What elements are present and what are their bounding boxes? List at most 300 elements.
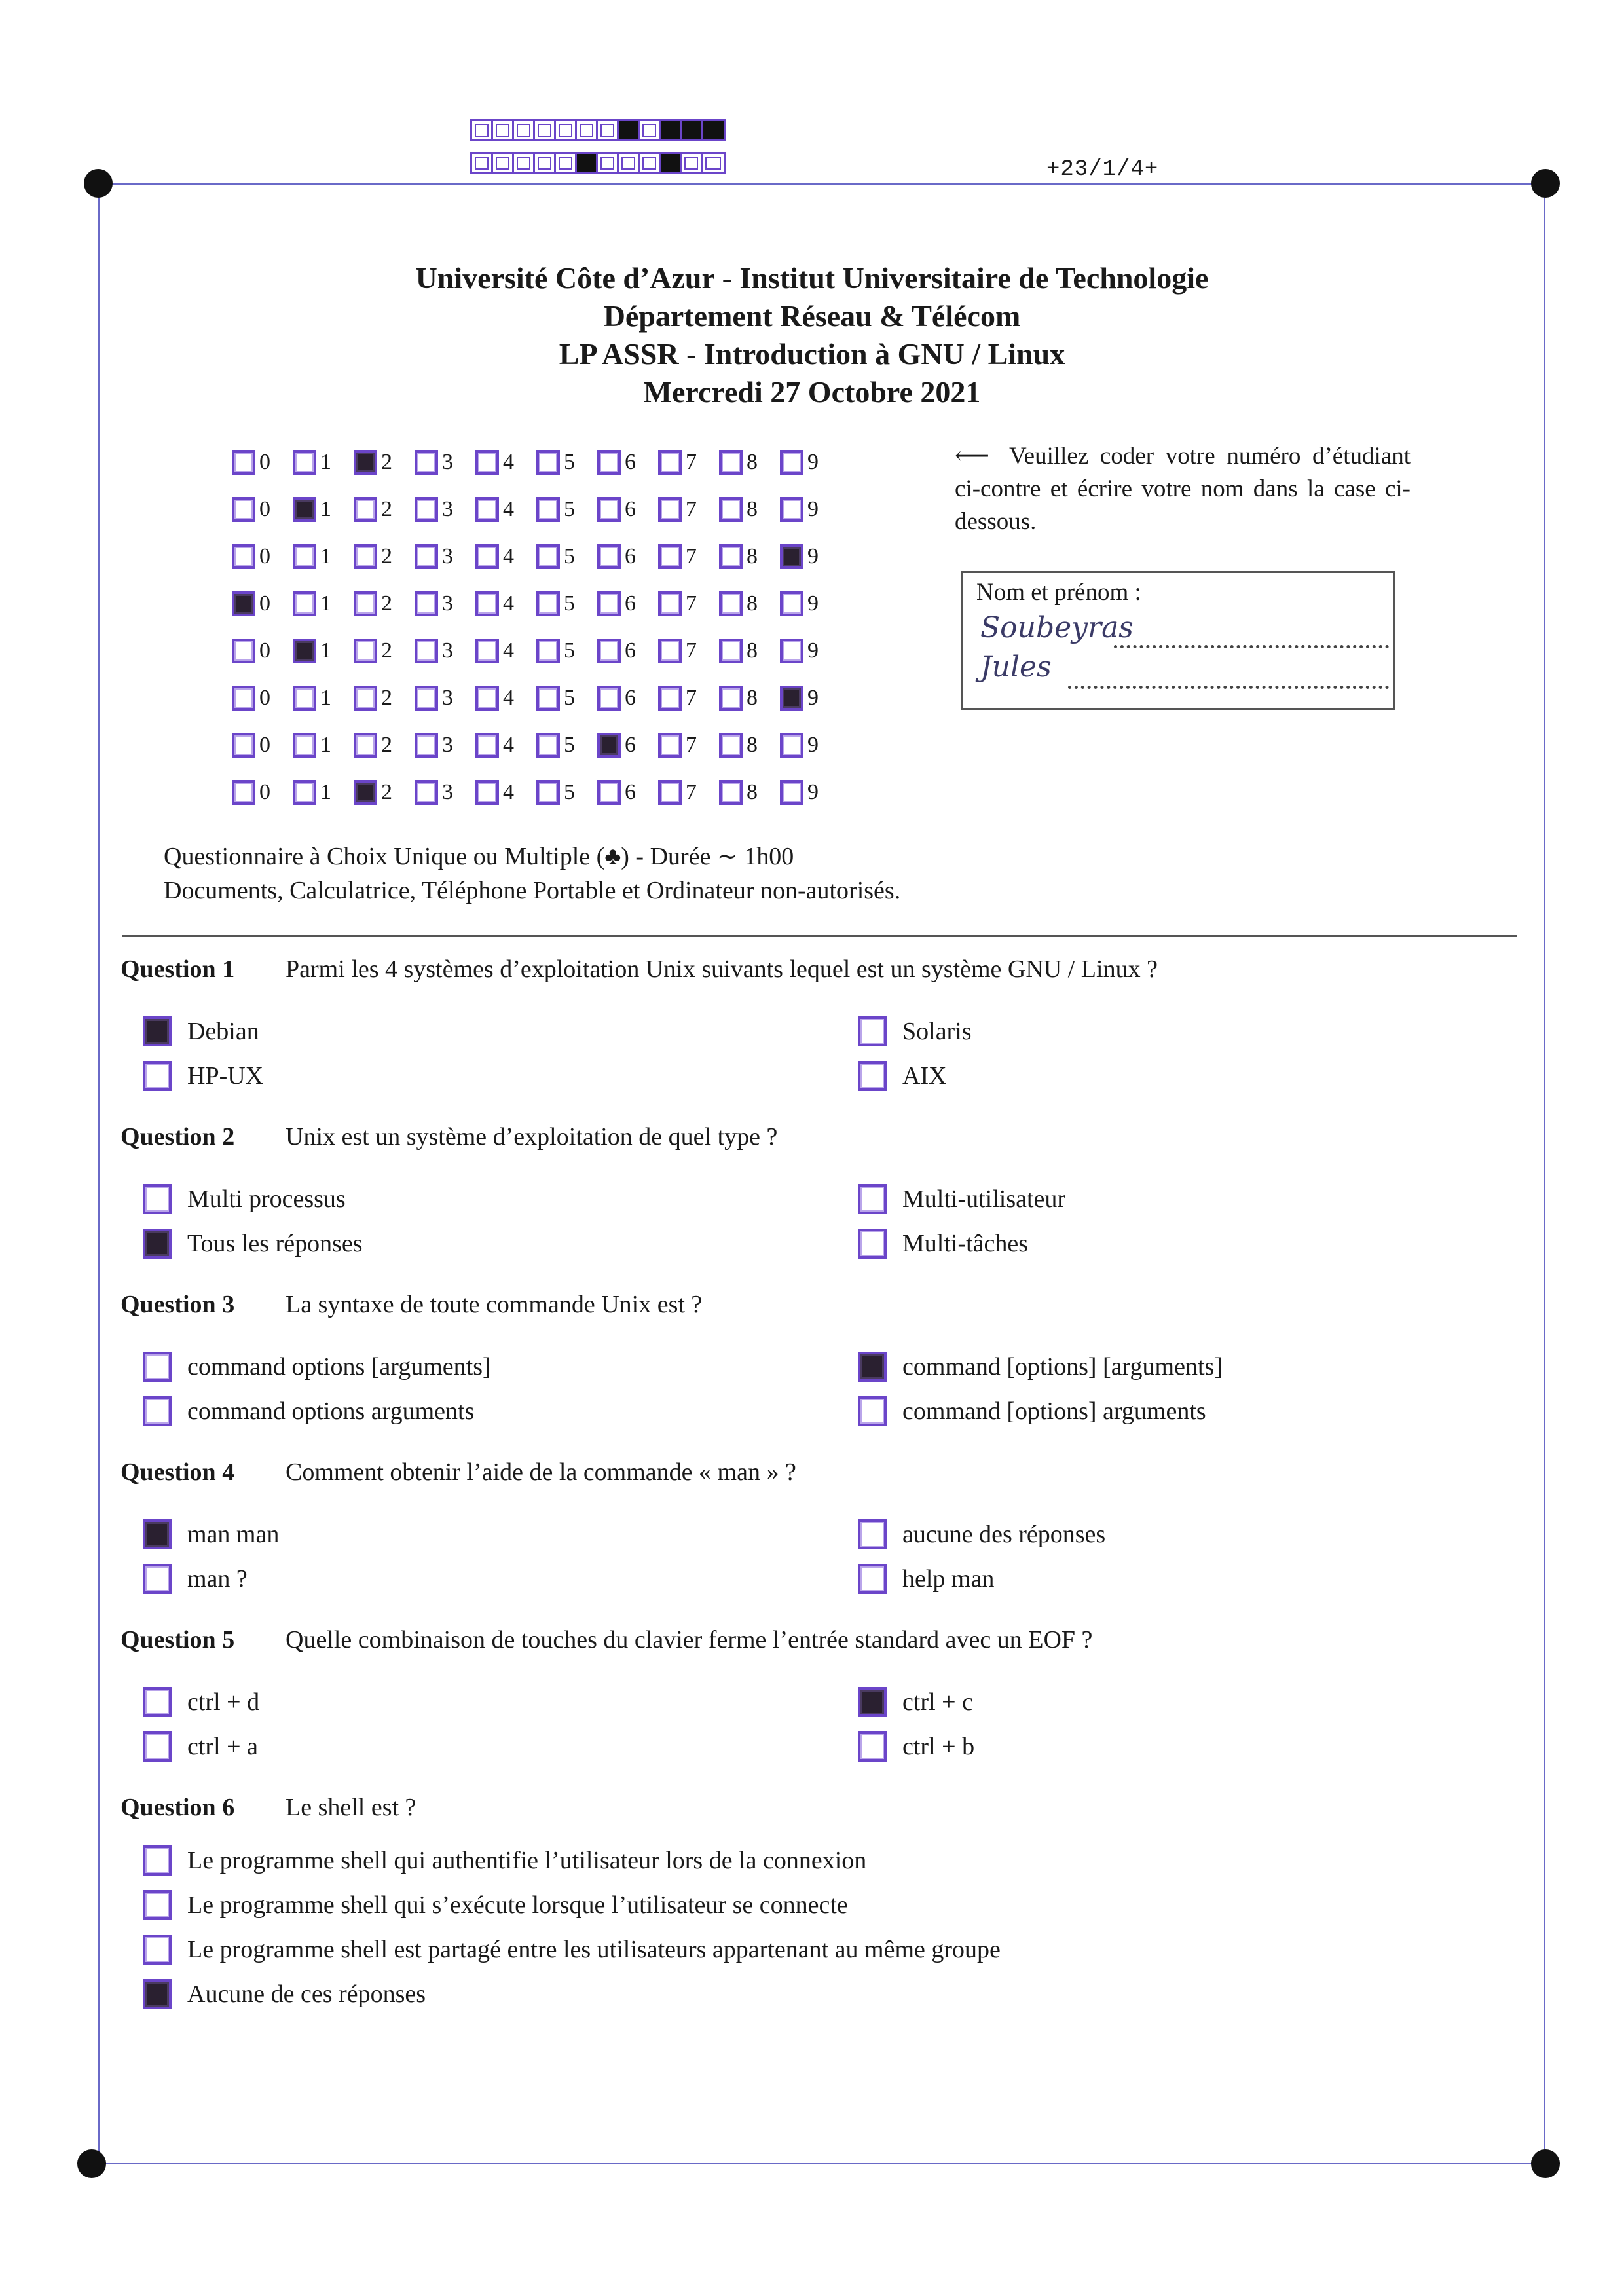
student-id-digit: 4 (503, 497, 514, 521)
student-id-digit: 2 (381, 733, 392, 757)
student-id-checkbox[interactable] (232, 639, 255, 663)
student-id-digit: 6 (625, 450, 636, 474)
student-id-digit: 7 (686, 497, 697, 521)
answer-label: ctrl + b (902, 1733, 975, 1760)
student-id-checkbox[interactable] (536, 497, 560, 522)
student-id-cell (658, 544, 719, 569)
student-id-digit: 8 (747, 780, 758, 804)
answer-checkbox[interactable] (858, 1061, 887, 1091)
student-id-cell (536, 450, 597, 475)
answer-option[interactable] (143, 1061, 263, 1091)
student-id-cell (658, 639, 719, 663)
student-id-digit: 8 (747, 686, 758, 710)
student-id-checkbox[interactable] (415, 591, 438, 616)
student-id-checkbox[interactable] (293, 639, 316, 663)
answer-label: Multi processus (187, 1185, 346, 1213)
student-id-cell (658, 497, 719, 522)
student-id-cell (293, 544, 354, 569)
answer-option[interactable] (858, 1184, 1065, 1214)
question-number: Question 4 (120, 1458, 235, 1486)
answer-option[interactable] (143, 1687, 259, 1717)
student-id-row (232, 627, 841, 675)
answer-checkbox[interactable] (858, 1229, 887, 1259)
student-id-cell (232, 780, 293, 805)
student-id-cell (415, 544, 475, 569)
student-id-checkbox[interactable] (658, 544, 682, 569)
student-id-checkbox[interactable] (354, 544, 377, 569)
student-id-cell (780, 450, 841, 475)
question-text: La syntaxe de toute commande Unix est ? (286, 1291, 703, 1318)
exam-info-rules: Documents, Calculatrice, Téléphone Portable et Ordinateur non-autorisés. (164, 877, 901, 904)
answer-option[interactable] (858, 1352, 1223, 1382)
answer-label: command [options] arguments (902, 1398, 1206, 1425)
question-text: Le shell est ? (286, 1794, 416, 1821)
student-id-cell (597, 639, 658, 663)
student-id-cell (475, 450, 536, 475)
student-id-digit: 0 (259, 497, 270, 521)
student-id-checkbox[interactable] (719, 544, 743, 569)
question-1-title (120, 955, 1158, 984)
student-id-checkbox[interactable] (780, 591, 803, 616)
student-id-cell (415, 780, 475, 805)
answer-checkbox[interactable] (858, 1687, 887, 1717)
student-id-digit: 4 (503, 450, 514, 474)
answer-label: Multi-tâches (902, 1230, 1029, 1257)
header-department: Département Réseau & Télécom (603, 299, 1021, 333)
student-id-checkbox[interactable] (415, 733, 438, 758)
student-id-checkbox[interactable] (597, 544, 621, 569)
answer-checkbox[interactable] (858, 1352, 887, 1382)
student-id-checkbox[interactable] (597, 497, 621, 522)
answer-label: ctrl + a (187, 1733, 258, 1760)
student-id-cell (415, 686, 475, 711)
answer-checkbox[interactable] (858, 1519, 887, 1549)
student-id-digit: 9 (807, 497, 819, 521)
answer-checkbox[interactable] (143, 1184, 172, 1214)
student-id-cell (415, 497, 475, 522)
exam-info (164, 840, 900, 908)
student-id-cell (415, 639, 475, 663)
student-id-digit: 0 (259, 591, 270, 616)
student-id-row (232, 580, 841, 627)
answer-option[interactable] (143, 1184, 346, 1214)
answer-label: command options [arguments] (187, 1353, 491, 1380)
student-id-checkbox[interactable] (658, 450, 682, 475)
student-id-cell (475, 497, 536, 522)
handwritten-surname: Soubeyras (980, 611, 1134, 644)
answer-checkbox[interactable] (858, 1184, 887, 1214)
student-id-digit: 1 (320, 733, 331, 757)
student-id-checkbox[interactable] (354, 639, 377, 663)
student-id-digit: 9 (807, 639, 819, 663)
frame-left (98, 183, 100, 2164)
answer-option[interactable] (858, 1229, 1028, 1259)
student-id-digit: 8 (747, 591, 758, 616)
answer-option[interactable] (143, 1229, 363, 1259)
answer-checkbox[interactable] (858, 1016, 887, 1046)
answer-option[interactable] (858, 1061, 947, 1091)
student-id-cell (719, 450, 780, 475)
student-id-cell (232, 497, 293, 522)
corner-mark-top-left (84, 169, 113, 198)
question-number: Question 2 (120, 1123, 235, 1151)
corner-mark-bottom-left (77, 2149, 106, 2178)
answer-checkbox[interactable] (143, 1352, 172, 1382)
student-id-checkbox[interactable] (415, 686, 438, 711)
student-id-checkbox[interactable] (536, 780, 560, 805)
student-id-checkbox[interactable] (354, 591, 377, 616)
student-id-checkbox[interactable] (536, 686, 560, 711)
student-id-digit: 6 (625, 591, 636, 616)
student-id-digit: 0 (259, 780, 270, 804)
answer-checkbox[interactable] (143, 1935, 172, 1965)
student-id-checkbox[interactable] (415, 639, 438, 663)
student-id-checkbox[interactable] (475, 780, 499, 805)
student-id-checkbox[interactable] (658, 733, 682, 758)
student-id-digit: 2 (381, 497, 392, 521)
student-id-checkbox[interactable] (597, 639, 621, 663)
student-id-digit: 7 (686, 733, 697, 757)
student-id-checkbox[interactable] (780, 639, 803, 663)
student-id-checkbox[interactable] (232, 544, 255, 569)
student-id-digit: 3 (442, 686, 453, 710)
student-id-digit: 3 (442, 780, 453, 804)
answer-label: Solaris (902, 1018, 972, 1045)
student-id-checkbox[interactable] (597, 450, 621, 475)
student-id-checkbox[interactable] (475, 544, 499, 569)
student-id-checkbox[interactable] (719, 733, 743, 758)
student-id-checkbox[interactable] (293, 544, 316, 569)
exam-info-format: Questionnaire à Choix Unique ou Multiple (♣) - Durée ∼ 1h00 (164, 843, 794, 870)
answer-label: man man (187, 1521, 280, 1548)
answer-checkbox[interactable] (143, 1890, 172, 1920)
student-id-checkbox[interactable] (780, 450, 803, 475)
student-id-checkbox[interactable] (475, 497, 499, 522)
answer-option[interactable] (143, 1564, 248, 1594)
student-id-cell (293, 450, 354, 475)
question-text: Quelle combinaison de touches du clavier ferme l’entrée standard avec un EOF ? (286, 1626, 1093, 1654)
student-id-checkbox[interactable] (475, 686, 499, 711)
student-id-cell (232, 591, 293, 616)
student-id-checkbox[interactable] (536, 639, 560, 663)
student-id-cell (293, 497, 354, 522)
student-id-checkbox[interactable] (232, 591, 255, 616)
answer-option[interactable] (858, 1519, 1105, 1549)
answer-label: Tous les réponses (187, 1230, 363, 1257)
student-id-cell (719, 686, 780, 711)
student-id-digit: 7 (686, 450, 697, 474)
answer-label: man ? (187, 1565, 248, 1593)
student-id-checkbox[interactable] (293, 450, 316, 475)
answer-label: AIX (902, 1062, 947, 1090)
student-id-cell (719, 639, 780, 663)
student-id-digit: 9 (807, 780, 819, 804)
student-id-digit: 5 (564, 639, 575, 663)
student-id-digit: 7 (686, 639, 697, 663)
student-id-digit: 8 (747, 639, 758, 663)
answer-option[interactable] (143, 1396, 474, 1426)
answer-option[interactable] (143, 1519, 279, 1549)
student-id-checkbox[interactable] (658, 497, 682, 522)
student-id-checkbox[interactable] (658, 780, 682, 805)
student-id-checkbox[interactable] (293, 780, 316, 805)
student-id-digit: 6 (625, 639, 636, 663)
student-id-digit: 9 (807, 544, 819, 568)
page-id-strip-bottom (470, 152, 726, 174)
student-id-digit: 0 (259, 733, 270, 757)
student-id-digit: 2 (381, 591, 392, 616)
answer-option[interactable] (143, 1352, 491, 1382)
student-id-checkbox[interactable] (780, 497, 803, 522)
student-id-checkbox[interactable] (536, 591, 560, 616)
answer-checkbox[interactable] (143, 1396, 172, 1426)
student-id-row (232, 722, 841, 769)
student-id-checkbox[interactable] (232, 733, 255, 758)
student-id-checkbox[interactable] (354, 497, 377, 522)
name-dotted-line-2 (1068, 686, 1389, 689)
student-id-cell (354, 780, 415, 805)
answer-option[interactable] (858, 1564, 994, 1594)
student-id-cell (232, 639, 293, 663)
student-id-digit: 6 (625, 733, 636, 757)
answer-option[interactable] (143, 1016, 259, 1046)
student-id-row (232, 769, 841, 816)
student-id-cell (658, 450, 719, 475)
student-id-cell (354, 497, 415, 522)
header-university: Université Côte d’Azur - Institut Universitaire de Technologie (415, 261, 1209, 295)
answer-checkbox[interactable] (143, 1229, 172, 1259)
student-id-digit: 2 (381, 450, 392, 474)
student-id-checkbox[interactable] (354, 780, 377, 805)
question-4-title (120, 1458, 796, 1487)
student-id-cell (415, 733, 475, 758)
student-id-cell (354, 733, 415, 758)
question-2-title (120, 1122, 777, 1151)
question-text: Parmi les 4 systèmes d’exploitation Unix suivants lequel est un système GNU / Linux ? (286, 955, 1158, 983)
answer-label: aucune des réponses (902, 1521, 1106, 1548)
student-id-checkbox[interactable] (658, 639, 682, 663)
student-id-digit: 6 (625, 497, 636, 521)
student-id-digit: 5 (564, 497, 575, 521)
student-id-digit: 5 (564, 591, 575, 616)
student-id-cell (232, 450, 293, 475)
question-number: Question 1 (120, 955, 235, 983)
answer-checkbox[interactable] (143, 1519, 172, 1549)
student-id-digit: 2 (381, 780, 392, 804)
left-arrow-icon: ⟵ (955, 443, 990, 470)
student-id-cell (719, 591, 780, 616)
student-id-digit: 5 (564, 733, 575, 757)
question-number: Question 3 (120, 1291, 235, 1318)
student-id-checkbox[interactable] (293, 686, 316, 711)
student-id-checkbox[interactable] (597, 780, 621, 805)
student-id-checkbox[interactable] (719, 497, 743, 522)
answer-label: Le programme shell qui s’exécute lorsque l’utilisateur se connecte (187, 1891, 848, 1919)
answer-option[interactable] (858, 1016, 972, 1046)
answer-checkbox[interactable] (858, 1731, 887, 1762)
answer-checkbox[interactable] (143, 1731, 172, 1762)
student-id-checkbox[interactable] (415, 450, 438, 475)
student-id-digit: 9 (807, 591, 819, 616)
student-id-cell (658, 686, 719, 711)
student-id-digit: 2 (381, 544, 392, 568)
answer-option[interactable] (143, 1979, 426, 2009)
student-id-checkbox[interactable] (658, 686, 682, 711)
student-id-digit: 3 (442, 450, 453, 474)
student-id-digit: 8 (747, 733, 758, 757)
student-id-checkbox[interactable] (536, 450, 560, 475)
answer-label: Le programme shell qui authentifie l’utilisateur lors de la connexion (187, 1847, 867, 1874)
answer-checkbox[interactable] (143, 1564, 172, 1594)
handwritten-firstname: Jules (980, 650, 1052, 684)
student-id-checkbox[interactable] (780, 544, 803, 569)
answer-checkbox[interactable] (858, 1564, 887, 1594)
question-5-title (120, 1625, 1092, 1654)
student-id-cell (658, 780, 719, 805)
answer-label: HP-UX (187, 1062, 264, 1090)
student-id-cell (780, 591, 841, 616)
student-id-checkbox[interactable] (536, 733, 560, 758)
student-id-checkbox[interactable] (719, 780, 743, 805)
student-id-digit: 3 (442, 591, 453, 616)
answer-checkbox[interactable] (143, 1061, 172, 1091)
student-id-checkbox[interactable] (232, 780, 255, 805)
student-id-cell (536, 639, 597, 663)
student-id-checkbox[interactable] (475, 733, 499, 758)
answer-checkbox[interactable] (143, 1979, 172, 2009)
student-id-digit: 5 (564, 780, 575, 804)
student-id-cell (597, 450, 658, 475)
student-id-digit: 1 (320, 686, 331, 710)
student-id-digit: 7 (686, 591, 697, 616)
student-id-digit: 4 (503, 591, 514, 616)
question-3-title (120, 1290, 702, 1319)
student-id-cell (475, 686, 536, 711)
answer-label: command [options] [arguments] (902, 1353, 1223, 1380)
student-id-digit: 3 (442, 733, 453, 757)
student-id-checkbox[interactable] (415, 780, 438, 805)
student-id-digit: 9 (807, 686, 819, 710)
student-id-checkbox[interactable] (232, 686, 255, 711)
student-id-cell (780, 686, 841, 711)
student-id-cell (415, 450, 475, 475)
answer-option[interactable] (858, 1687, 973, 1717)
student-id-digit: 1 (320, 639, 331, 663)
student-id-cell (293, 780, 354, 805)
student-id-cell (780, 780, 841, 805)
student-id-cell (293, 733, 354, 758)
question-text: Comment obtenir l’aide de la commande « man » ? (286, 1458, 796, 1486)
student-id-digit: 7 (686, 544, 697, 568)
name-field[interactable] (961, 571, 1395, 710)
student-id-checkbox[interactable] (597, 686, 621, 711)
student-id-cell (658, 591, 719, 616)
student-id-digit: 2 (381, 639, 392, 663)
student-id-digit: 5 (564, 686, 575, 710)
student-id-cell (658, 733, 719, 758)
student-id-checkbox[interactable] (536, 544, 560, 569)
student-id-checkbox[interactable] (475, 450, 499, 475)
answer-option[interactable] (143, 1731, 258, 1762)
student-id-cell (780, 497, 841, 522)
student-id-grid (232, 439, 841, 816)
student-id-checkbox[interactable] (415, 497, 438, 522)
student-id-cell (780, 639, 841, 663)
student-id-cell (719, 497, 780, 522)
page-id-strip-top (470, 119, 726, 141)
answer-option[interactable] (143, 1890, 848, 1920)
student-id-checkbox[interactable] (597, 733, 621, 758)
answer-option[interactable] (858, 1396, 1206, 1426)
student-id-checkbox[interactable] (354, 686, 377, 711)
student-id-digit: 9 (807, 450, 819, 474)
student-id-cell (293, 591, 354, 616)
frame-bottom (98, 2163, 1545, 2164)
answer-checkbox[interactable] (143, 1687, 172, 1717)
student-id-cell (354, 686, 415, 711)
student-id-checkbox[interactable] (475, 639, 499, 663)
question-number: Question 6 (120, 1794, 235, 1821)
student-id-checkbox[interactable] (597, 591, 621, 616)
student-id-checkbox[interactable] (719, 686, 743, 711)
student-id-cell (475, 780, 536, 805)
student-id-cell (354, 544, 415, 569)
frame-right (1544, 183, 1545, 2164)
student-id-checkbox[interactable] (293, 497, 316, 522)
student-id-cell (536, 497, 597, 522)
answer-option[interactable] (143, 1935, 1001, 1965)
student-id-digit: 4 (503, 544, 514, 568)
student-id-checkbox[interactable] (475, 591, 499, 616)
student-id-digit: 1 (320, 780, 331, 804)
answer-option[interactable] (143, 1845, 866, 1876)
student-id-digit: 4 (503, 639, 514, 663)
answer-label: Le programme shell est partagé entre les utilisateurs appartenant au même groupe (187, 1936, 1001, 1963)
student-id-checkbox[interactable] (415, 544, 438, 569)
answer-checkbox[interactable] (858, 1396, 887, 1426)
name-field-label: Nom et prénom : (976, 579, 1141, 606)
student-id-digit: 4 (503, 780, 514, 804)
student-id-checkbox[interactable] (354, 450, 377, 475)
answer-label: Aucune de ces réponses (187, 1980, 426, 2008)
student-id-checkbox[interactable] (780, 686, 803, 711)
student-id-cell (719, 544, 780, 569)
student-id-row (232, 486, 841, 533)
student-id-digit: 5 (564, 450, 575, 474)
answer-option[interactable] (858, 1731, 974, 1762)
answer-label: command options arguments (187, 1398, 475, 1425)
answer-checkbox[interactable] (143, 1016, 172, 1046)
student-id-cell (232, 733, 293, 758)
student-id-checkbox[interactable] (658, 591, 682, 616)
student-id-checkbox[interactable] (354, 733, 377, 758)
student-id-checkbox[interactable] (719, 639, 743, 663)
id-instructions (955, 440, 1411, 538)
student-id-cell (780, 733, 841, 758)
student-id-checkbox[interactable] (232, 497, 255, 522)
student-id-checkbox[interactable] (719, 450, 743, 475)
student-id-checkbox[interactable] (293, 733, 316, 758)
student-id-checkbox[interactable] (719, 591, 743, 616)
student-id-checkbox[interactable] (232, 450, 255, 475)
student-id-checkbox[interactable] (780, 780, 803, 805)
student-id-checkbox[interactable] (293, 591, 316, 616)
student-id-checkbox[interactable] (780, 733, 803, 758)
student-id-digit: 1 (320, 591, 331, 616)
answer-checkbox[interactable] (143, 1845, 172, 1876)
header-course: LP ASSR - Introduction à GNU / Linux (559, 337, 1065, 371)
student-id-cell (536, 544, 597, 569)
